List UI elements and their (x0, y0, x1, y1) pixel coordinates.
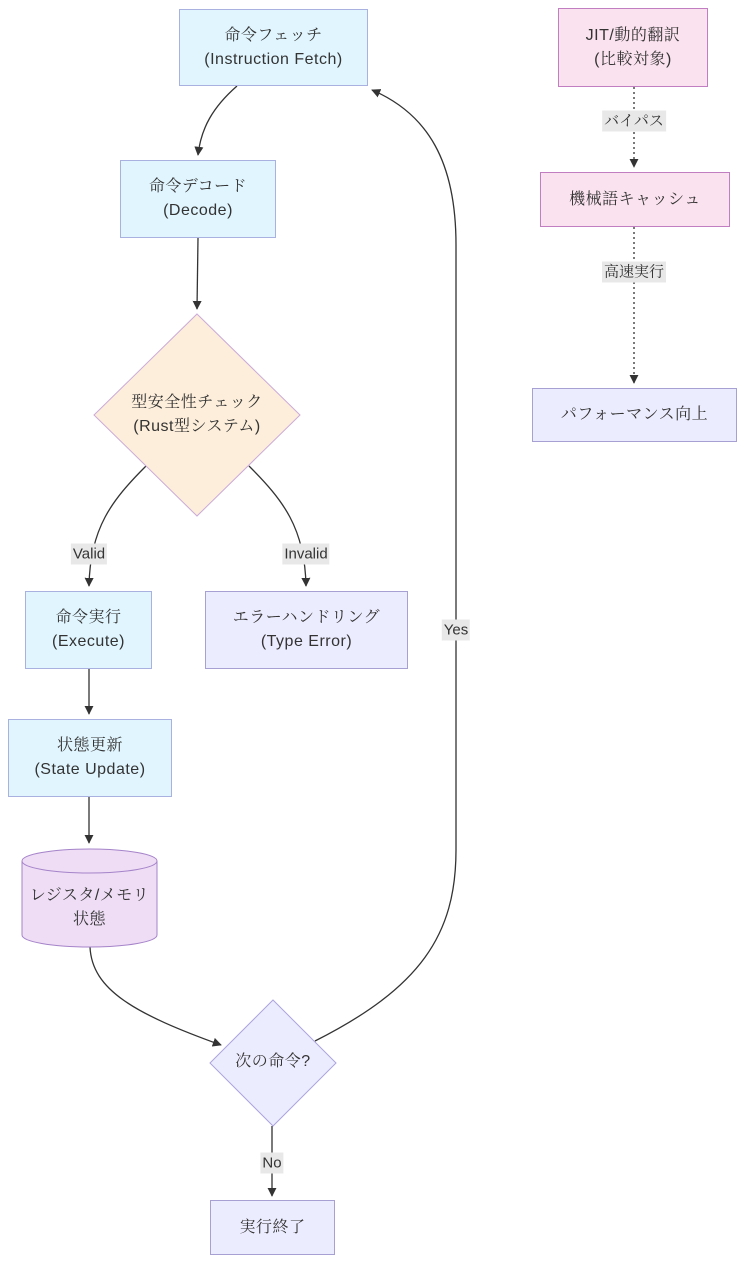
node-performance (532, 388, 737, 442)
node-jit (558, 8, 708, 87)
node-decode-label: 命令デコード (148, 178, 248, 195)
node-state-update-sublabel: (State Update) (34, 761, 146, 778)
node-decode (120, 160, 276, 238)
node-error-handling (205, 591, 408, 669)
node-error-handling-label: エラーハンドリング (232, 609, 381, 626)
node-execute-sublabel: (Execute) (52, 633, 125, 650)
node-next-instruction (213, 1051, 333, 1073)
node-jit-label: JIT/動的翻訳 (585, 26, 681, 44)
edge-label-fast-execution: 高速実行 (603, 263, 665, 281)
edge-label-valid: Valid (72, 545, 106, 563)
edge-label-yes: Yes (443, 621, 469, 639)
node-end (210, 1200, 335, 1255)
node-end-label: 実行終了 (239, 1218, 306, 1236)
node-error-handling-sublabel: (Type Error) (260, 633, 353, 650)
node-state-update (8, 719, 172, 797)
edge-registers-to-next-instruction (90, 947, 221, 1045)
node-typecheck-sublabel: (Rust型システム) (133, 418, 261, 435)
node-typecheck (97, 391, 297, 439)
node-performance-label: パフォーマンス向上 (560, 406, 709, 423)
edge-typecheck-invalid-to-error (249, 466, 306, 586)
node-state-update-label: 状態更新 (56, 737, 123, 754)
edge-label-bypass: バイパス (604, 112, 664, 130)
node-registers-memory (22, 884, 157, 932)
node-execute-label: 命令実行 (55, 609, 122, 626)
node-instruction-fetch-sublabel: (Instruction Fetch) (204, 50, 343, 68)
node-registers-memory-label: レジスタ/メモリ (29, 887, 150, 904)
node-registers-memory-sublabel: 状態 (72, 911, 106, 928)
node-execute (25, 591, 152, 669)
edge-fetch-to-decode (198, 86, 237, 155)
node-instruction-fetch (179, 9, 368, 86)
edge-label-no: No (262, 1154, 282, 1172)
edge-next-instruction-yes-to-fetch (315, 90, 456, 1041)
edge-decode-to-typecheck (197, 238, 198, 309)
node-typecheck-label: 型安全性チェック (131, 394, 263, 411)
node-decode-sublabel: (Decode) (163, 202, 233, 219)
node-machine-cache (540, 172, 730, 227)
edge-typecheck-valid-to-execute (89, 466, 146, 586)
edge-label-invalid: Invalid (284, 545, 328, 563)
node-jit-sublabel: (比較対象) (594, 50, 672, 68)
node-machine-cache-label: 機械語キャッシュ (569, 190, 701, 208)
node-next-instruction-label: 次の命令? (235, 1053, 311, 1070)
node-instruction-fetch-label: 命令フェッチ (224, 26, 323, 44)
